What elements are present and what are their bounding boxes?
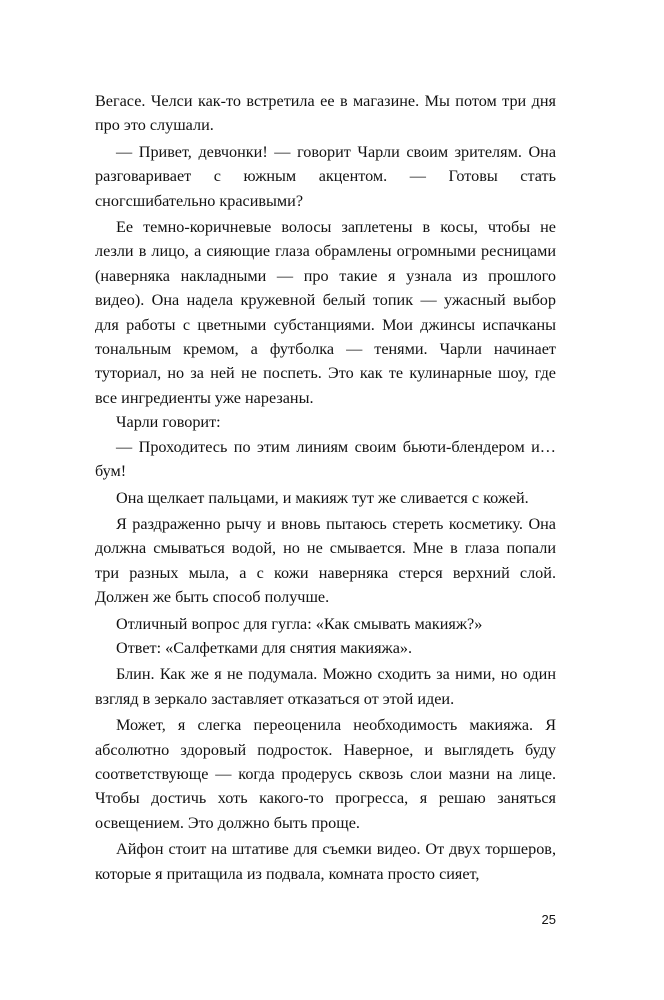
paragraph-1: Вегасе. Челси как-то встретила ее в магазине. Мы потом три дня про это слушали. <box>95 92 556 135</box>
paragraph-9: Ответ: «Салфетками для снятия макияжа». <box>116 638 413 657</box>
paragraph-7: Я раздраженно рычу и вновь пытаюсь стереть косметику. Она должна смываться водой, но не смывается. Мне в глаза попали три разных мыла, а с кожи наверняка стерся верхний слой. Должен же быть способ получше. <box>95 514 556 607</box>
paragraph-8: Отличный вопрос для гугла: «Как смывать макияж?» <box>116 614 483 633</box>
paragraph-5: — Проходитесь по этим линиям своим бьюти-блендером и… бум! <box>95 437 556 481</box>
paragraph-10: Блин. Как же я не подумала. Можно сходить за ними, но один взгляд в зеркало заставляет отказаться от этой идеи. <box>95 665 556 708</box>
paragraph-12: Айфон стоит на штативе для съемки видео. От двух торшеров, которые я притащила из подвала, комната просто сияет, <box>95 840 556 883</box>
paragraph-2: — Привет, девчонки! — говорит Чарли своим зрителям. Она разговаривает с южным акцентом. — Готовы стать сногсшибательно красивыми? <box>95 142 556 210</box>
paragraph-3: Ее темно-коричневые волосы заплетены в косы, чтобы не лезли в лицо, а сияющие глаза обрамлены огромными ресницами (наверняка накладными — про такие я узнала из прошлого видео). Она надела кружевной белый топик — ужасный выбор для работы с цветными субстанциями. Мои джинсы испачканы тональным кремом, а футболка — тенями. Чарли начинает туториал, но за ней не поспеть. Это как те кулинарные шоу, где все ингредиенты уже нарезаны. <box>95 218 556 407</box>
paragraph-6: Она щелкает пальцами, и макияж тут же сливается с кожей. <box>116 488 529 507</box>
page-number: 25 <box>541 912 556 927</box>
page-body-text <box>95 89 556 886</box>
paragraph-11: Может, я слегка переоценила необходимость макияжа. Я абсолютно здоровый подросток. Наверное, и выглядеть буду соответствующе — когда продерусь сквозь слои мазни на лице. Чтобы достичь хоть какого-то прогресса, я решаю заняться освещением. Это должно быть проще. <box>95 716 556 832</box>
paragraph-4: Чарли говорит: <box>116 413 221 432</box>
